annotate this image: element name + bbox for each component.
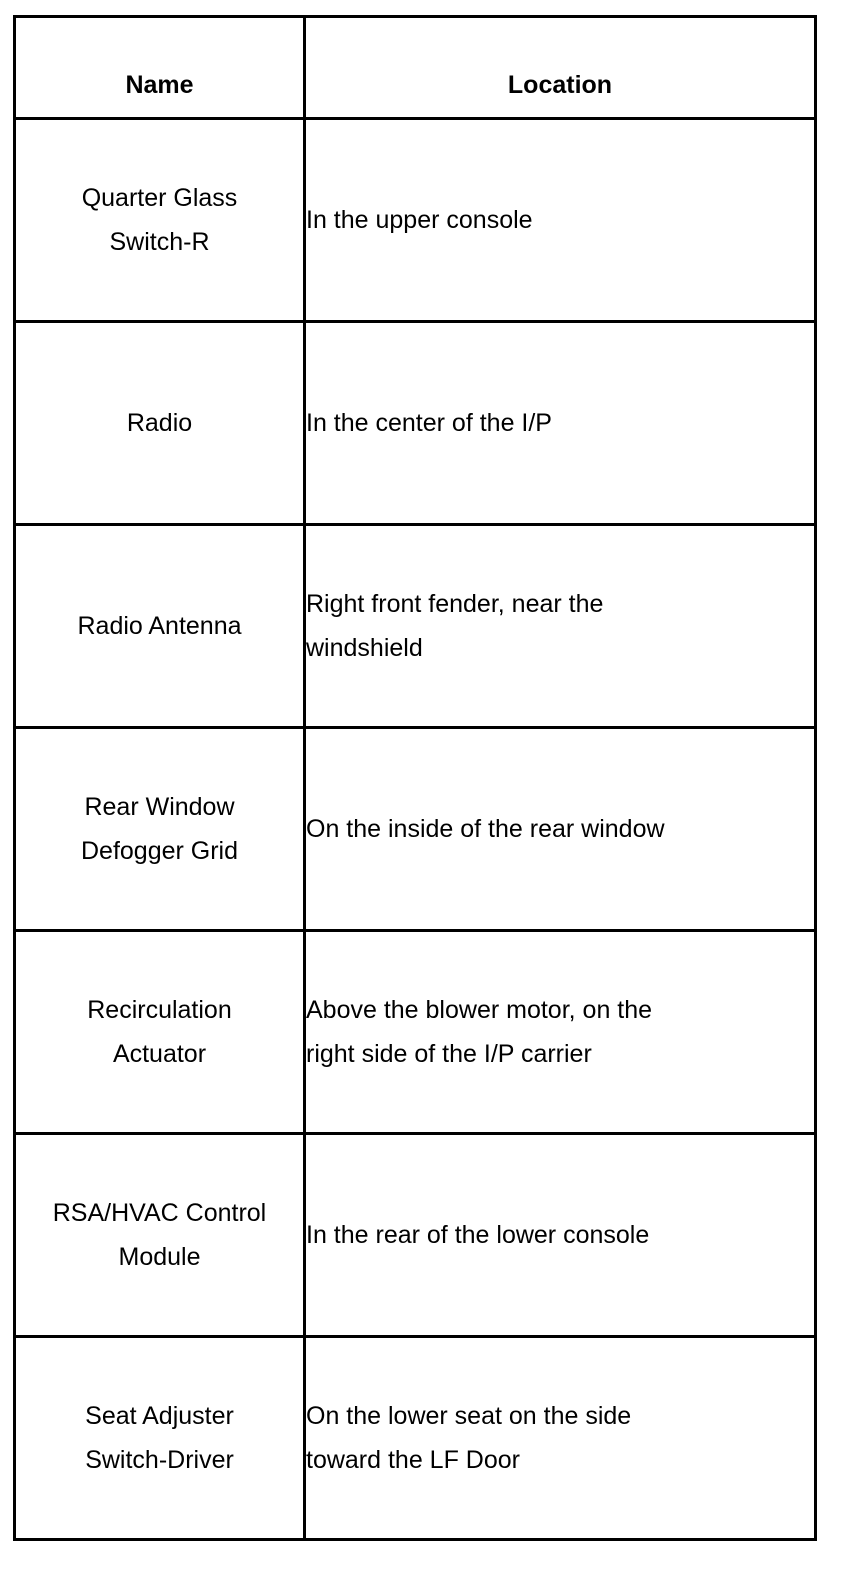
name-cell bbox=[15, 1337, 305, 1540]
location-text: In the center of the I/P bbox=[306, 409, 552, 437]
location-cell bbox=[305, 1337, 816, 1540]
name-text: Radio Antenna bbox=[77, 612, 242, 640]
location-cell bbox=[305, 931, 816, 1134]
name-cell bbox=[15, 931, 305, 1134]
location-text: In the upper console bbox=[306, 206, 533, 234]
header-name: Name bbox=[15, 17, 305, 119]
location-cell bbox=[305, 322, 816, 525]
name-text: Recirculation Actuator bbox=[87, 996, 232, 1068]
name-cell bbox=[15, 728, 305, 931]
name-cell bbox=[15, 525, 305, 728]
location-cell bbox=[305, 119, 816, 322]
table-row bbox=[15, 931, 816, 1134]
location-text: Above the blower motor, on the right side of the I/P carrier bbox=[306, 996, 653, 1068]
header-row bbox=[15, 17, 816, 119]
name-text: Rear Window Defogger Grid bbox=[80, 793, 239, 865]
table-header bbox=[15, 17, 816, 119]
name-text: Seat Adjuster Switch-Driver bbox=[85, 1402, 234, 1474]
location-text: On the lower seat on the side toward the LF Door bbox=[306, 1402, 632, 1474]
header-location: Location bbox=[305, 17, 816, 119]
table-row bbox=[15, 322, 816, 525]
location-text: On the inside of the rear window bbox=[306, 815, 665, 843]
table-row bbox=[15, 728, 816, 931]
name-text: RSA/HVAC Control Module bbox=[52, 1199, 267, 1271]
location-cell bbox=[305, 525, 816, 728]
table-row bbox=[15, 119, 816, 322]
table-row bbox=[15, 525, 816, 728]
location-cell bbox=[305, 1134, 816, 1337]
location-cell bbox=[305, 728, 816, 931]
table-body bbox=[15, 119, 816, 1540]
component-location-table bbox=[13, 15, 817, 1541]
name-text: Quarter Glass Switch-R bbox=[81, 184, 238, 256]
table-row bbox=[15, 1337, 816, 1540]
name-text: Radio bbox=[126, 409, 193, 437]
table-row bbox=[15, 1134, 816, 1337]
location-text: Right front fender, near the windshield bbox=[306, 590, 604, 662]
name-cell bbox=[15, 1134, 305, 1337]
location-text: In the rear of the lower console bbox=[306, 1221, 650, 1249]
name-cell bbox=[15, 119, 305, 322]
name-cell bbox=[15, 322, 305, 525]
